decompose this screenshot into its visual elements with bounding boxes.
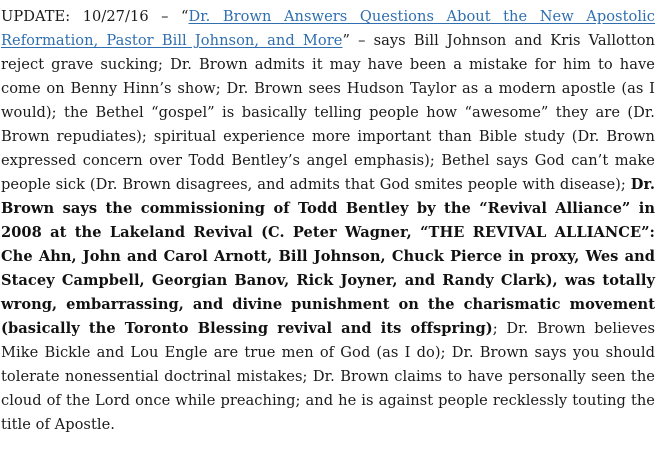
article-link[interactable]: Dr. Brown Answers Questions About the New Apostolic Reformation, Pastor Bill Johnson, and More	[1, 8, 655, 49]
update-summary-text: ” – says Bill Johnson and Kris Vallotton reject grave sucking; Dr. Brown admits it may have been a mistake for him to have come on Benny Hinn’s show; Dr. Brown sees Hudson Taylor as a modern apostle (as I would); the Bethel “gospel” is basically telling people how “awesome” they are (Dr. Brown repudiates); spiritual experience more important than Bible study (Dr. Brown expressed concern over Todd Bentley’s angel emphasis); Bethel says God can’t make people sick (Dr. Brown disagrees, and admits that God smites people with disease);	[1, 32, 656, 193]
update-paragraph	[1, 5, 655, 437]
closing-summary-text: ; Dr. Brown believes Mike Bickle and Lou Engle are true men of God (as I do); Dr. Brown says you should tolerate nonessential doctrinal mistakes; Dr. Brown claims to have personally seen the cloud of the Lord once while preaching; and he is against people recklessly touting the title of Apostle.	[1, 320, 655, 433]
update-prefix: UPDATE: 10/27/16 – “	[1, 8, 189, 25]
bold-summary-text: Dr. Brown says the commissioning of Todd Bentley by the “Revival Alliance” in 2008 at the Lakeland Revival (C. Peter Wagner, “THE REVIVAL ALLIANCE”: Che Ahn, John and Carol Arnott, Bill Johnson, Chuck Pierce in proxy, Wes and Stacey Campbell, Georgian Banov, Rick Joyner, and Randy Clark), was totally wrong, embarrassing, and divine punishment on the charismatic movement (basically the Toronto Blessing revival and its offspring)	[1, 176, 655, 337]
